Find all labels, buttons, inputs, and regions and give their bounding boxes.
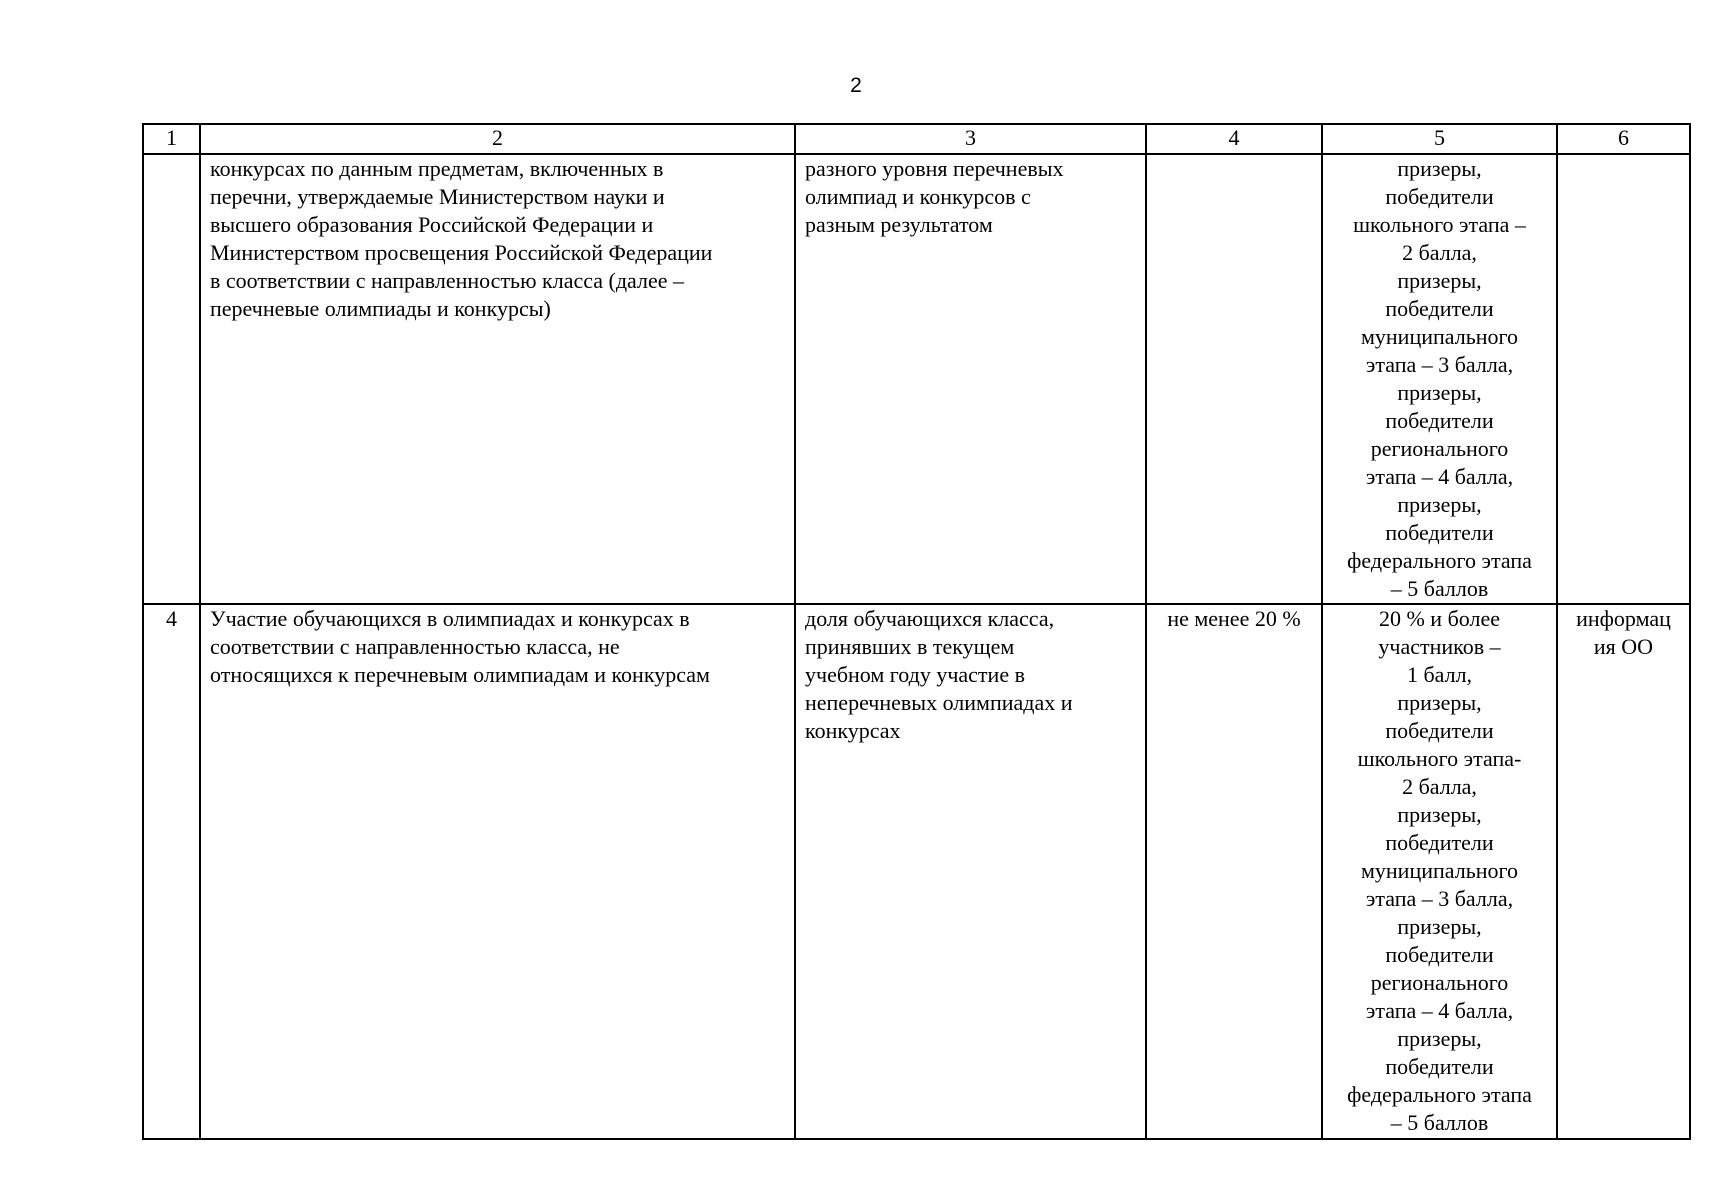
column-header-6: 6 xyxy=(1557,124,1690,154)
indicator-line: относящихся к перечневым олимпиадам и конкурсам xyxy=(210,662,710,687)
measure-line: разного уровня перечневых xyxy=(805,156,1064,181)
measure-line: неперечневых олимпиадах и xyxy=(805,690,1073,715)
measure-line: разным результатом xyxy=(805,212,993,237)
measure-line: олимпиад и конкурсов с xyxy=(805,184,1031,209)
target-cell xyxy=(1146,154,1322,604)
score-line: победители xyxy=(1385,718,1494,743)
column-header-2: 2 xyxy=(200,124,795,154)
source-cell xyxy=(1557,604,1690,1139)
row-number-cell xyxy=(143,154,200,604)
source-cell xyxy=(1557,154,1690,604)
score-line: этапа – 3 балла, xyxy=(1365,886,1514,911)
score-line: призеры, xyxy=(1397,492,1482,517)
score-line: 20 % и более xyxy=(1378,606,1500,631)
source-line: информац xyxy=(1576,606,1671,631)
column-header-1: 1 xyxy=(143,124,200,154)
target-cell: не менее 20 % xyxy=(1146,604,1322,1139)
score-line: 2 балла, xyxy=(1402,240,1477,265)
score-line: школьного этапа – xyxy=(1353,212,1526,237)
score-line: этапа – 4 балла, xyxy=(1365,464,1514,489)
score-cell xyxy=(1322,154,1557,604)
indicator-line: Министерством просвещения Российской Федерации xyxy=(210,240,713,265)
indicator-cell xyxy=(200,604,795,1139)
measure-line: доля обучающихся класса, xyxy=(805,606,1055,631)
score-line: муниципального xyxy=(1360,324,1518,349)
score-line: регионального xyxy=(1370,970,1509,995)
table-row xyxy=(143,154,1690,604)
score-line: призеры, xyxy=(1397,802,1482,827)
score-line: призеры, xyxy=(1397,914,1482,939)
indicator-line: Участие обучающихся в олимпиадах и конкурсах в xyxy=(210,606,690,631)
measure-line: учебном году участие в xyxy=(805,662,1025,687)
score-line: победители xyxy=(1385,296,1494,321)
indicator-line: соответствии с направленностью класса, не xyxy=(210,634,620,659)
table-row xyxy=(143,604,1690,1139)
score-line: призеры, xyxy=(1397,1026,1482,1051)
page-number: 2 xyxy=(850,74,862,97)
measure-cell xyxy=(795,604,1146,1139)
score-line: федерального этапа xyxy=(1347,548,1532,573)
score-line: победители xyxy=(1385,1054,1494,1079)
score-line: победители xyxy=(1385,408,1494,433)
indicator-line: конкурсах по данным предметам, включенных в xyxy=(210,156,664,181)
score-line: муниципального xyxy=(1360,858,1518,883)
measure-cell xyxy=(795,154,1146,604)
score-line: участников – xyxy=(1378,634,1501,659)
column-header-4: 4 xyxy=(1146,124,1322,154)
score-line: 2 балла, xyxy=(1402,774,1477,799)
row-number-cell: 4 xyxy=(143,604,200,1139)
score-line: – 5 баллов xyxy=(1390,1110,1489,1135)
score-cell xyxy=(1322,604,1557,1139)
score-line: победители xyxy=(1385,830,1494,855)
indicator-line: перечневые олимпиады и конкурсы) xyxy=(210,296,551,321)
indicator-line: в соответствии с направленностью класса (далее – xyxy=(210,268,685,293)
score-line: призеры, xyxy=(1397,268,1482,293)
indicator-line: высшего образования Российской Федерации и xyxy=(210,212,654,237)
column-header-5: 5 xyxy=(1322,124,1557,154)
score-line: федерального этапа xyxy=(1347,1082,1532,1107)
indicator-cell xyxy=(200,154,795,604)
score-line: школьного этапа- xyxy=(1357,746,1522,771)
score-line: 1 балл, xyxy=(1406,662,1473,687)
score-line: призеры, xyxy=(1397,380,1482,405)
score-line: победители xyxy=(1385,184,1494,209)
source-line: ия ОО xyxy=(1593,634,1654,659)
table-header-row xyxy=(143,124,1690,154)
criteria-table xyxy=(142,123,1691,1140)
score-line: – 5 баллов xyxy=(1390,576,1489,601)
score-line: призеры, xyxy=(1397,690,1482,715)
score-line: победители xyxy=(1385,520,1494,545)
measure-line: конкурсах xyxy=(805,718,901,743)
measure-line: принявших в текущем xyxy=(805,634,1015,659)
indicator-line: перечни, утверждаемые Министерством науки и xyxy=(210,184,665,209)
score-line: этапа – 3 балла, xyxy=(1365,352,1514,377)
score-line: призеры, xyxy=(1397,156,1482,181)
column-header-3: 3 xyxy=(795,124,1146,154)
score-line: регионального xyxy=(1370,436,1509,461)
score-line: этапа – 4 балла, xyxy=(1365,998,1514,1023)
score-line: победители xyxy=(1385,942,1494,967)
